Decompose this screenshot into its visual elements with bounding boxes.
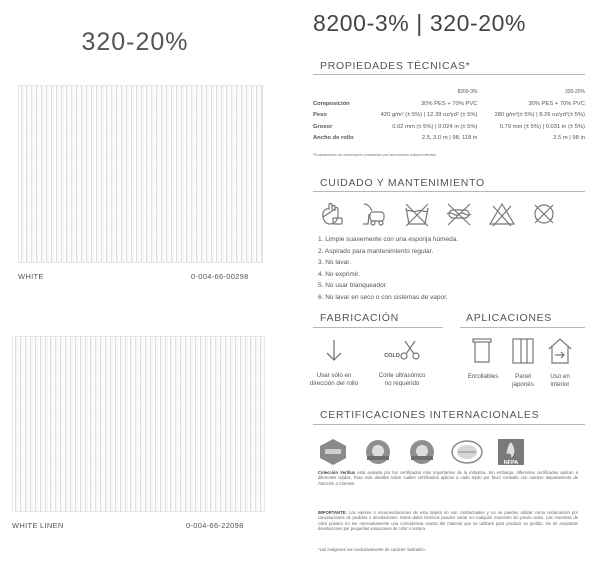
care-item: 4. No exprimir. [318, 270, 360, 278]
certified-icon [405, 437, 439, 467]
certification-logos [316, 437, 528, 467]
greenguard-gold-icon [361, 437, 395, 467]
divider [313, 191, 585, 192]
nfpa-icon [494, 437, 528, 467]
section-title-fabrication: FABRICACIÓN [320, 312, 399, 324]
swatch-name: WHITE LINEN [12, 521, 64, 530]
spec-value: 30% PES + 70% PVC [420, 101, 478, 108]
spec-value: 420 g/m² (± 5%) | 12.39 oz/yd² (± 5%) [380, 112, 478, 119]
spec-row [313, 121, 585, 132]
vacuum-icon [360, 200, 388, 228]
divider [313, 74, 585, 75]
illustrative-note: *Las imágenes son exclusivamente de carácter ilustrativo. [318, 547, 426, 552]
do-not-bleach-icon [488, 200, 516, 228]
roller-blind-icon [470, 336, 494, 366]
divider [460, 327, 585, 328]
spec-value: 2.5, 3.0 m | 98, 118 in [421, 134, 478, 141]
section-title-specs: PROPIEDADES TÉCNICAS* [320, 60, 471, 72]
application-caption: Uso en interior [550, 373, 570, 388]
spec-col-header: 8200-3% [457, 88, 478, 95]
spec-label: Composición [313, 101, 350, 108]
application-caption: Enrollables [467, 373, 499, 380]
spec-title: 8200-3% | 320-20% [313, 10, 527, 36]
do-not-wring-icon [445, 200, 473, 228]
swatch-code: 0-004-66-22098 [186, 521, 244, 530]
spec-label: Ancho de rollo [313, 134, 354, 141]
arrow-down-icon [322, 338, 346, 364]
spec-value: 0.79 mm (± 5%) | 0.031 in (± 5%) [499, 123, 585, 130]
scissors-cold-icon [398, 338, 422, 362]
do-not-wash-icon [403, 200, 431, 228]
care-item: 6. No lavar en seco o con sistemas de vapor. [318, 293, 448, 301]
oeko-tex-icon [450, 437, 484, 467]
care-item: 2. Aspirado para mantenimiento regular. [318, 247, 434, 255]
spec-row [313, 110, 585, 121]
spec-row [313, 99, 585, 110]
do-not-dry-clean-icon [530, 200, 558, 228]
certification-note: Colección Vertilux está avalada por los certificados más importantes de la industria. Sin embargo, diferentes certificados aplican a diferentes tejidos. Para más detalles sobre cuáles certificados aplican a cada tejido por favor consulte con nuestro departamento de Atención a Clientes. [318, 470, 578, 486]
swatch-name: WHITE [18, 272, 44, 281]
fabric-swatch-white-linen [12, 336, 265, 512]
section-title-certifications: CERTIFICACIONES INTERNACIONALES [320, 409, 540, 421]
section-title-applications: APLICACIONES [466, 312, 553, 324]
divider [313, 327, 443, 328]
fabrication-caption: Corte ultrasónico no requerido [378, 372, 426, 387]
panel-icon [510, 336, 536, 366]
greenguard-icon [316, 437, 350, 467]
spec-footnote: *Evaluaciones de desempeño realizadas por laboratorios independientes. [313, 153, 437, 157]
application-caption: Panel japonés [512, 373, 534, 388]
spec-value: 0.62 mm (± 5%) | 0.024 in (± 5%) [392, 123, 478, 130]
care-item: 1. Limpie suavemente con una esponja húmeda. [318, 236, 459, 243]
hand-wash-sponge-icon [318, 200, 346, 228]
spec-row [313, 132, 585, 143]
product-title: 320-20% [81, 28, 189, 56]
spec-label: Peso [313, 112, 327, 119]
important-note: IMPORTANTE: Los valores o recomendaciones de esta tarjeta no son contractuales y no se pueden utilizar como reclamación por cancelaciones de pedidos o devoluciones. Estos datos técnicos pueden variar en cualquier momento sin previo aviso. Las muestras de color pueden no ser necesariamente una coincidencia exacta del material que se utilizará para producir su pedido. No se aceptarán devoluciones por pequeñas variaciones de color o textura. [318, 510, 578, 531]
spec-table [313, 86, 585, 143]
spec-label: Grosor [313, 123, 333, 130]
care-instructions [318, 234, 458, 304]
care-item: 3. No lavar. [318, 259, 351, 267]
care-icons [318, 200, 558, 230]
fabric-swatch-white [18, 85, 263, 263]
spec-value: 2.5 m | 98 in [553, 134, 585, 141]
fabrication-caption: Usar sólo en dirección del rollo [309, 372, 359, 387]
nfpa-label: NFPA [503, 460, 519, 466]
spec-col-header: 320-20% [564, 88, 585, 95]
spec-value: 30% PES + 70% PVC [528, 101, 585, 108]
swatch-code: 0-004-66-00298 [191, 272, 249, 281]
section-title-care: CUIDADO Y MANTENIMIENTO [320, 177, 485, 189]
house-interior-icon [546, 336, 574, 366]
spec-value: 280 g/m²(± 5%) | 8.26 oz/yd²(± 5%) [494, 112, 585, 119]
care-item: 5. No usar blanqueador. [318, 282, 388, 290]
cold-badge: COLD [384, 353, 400, 359]
divider [313, 424, 585, 425]
